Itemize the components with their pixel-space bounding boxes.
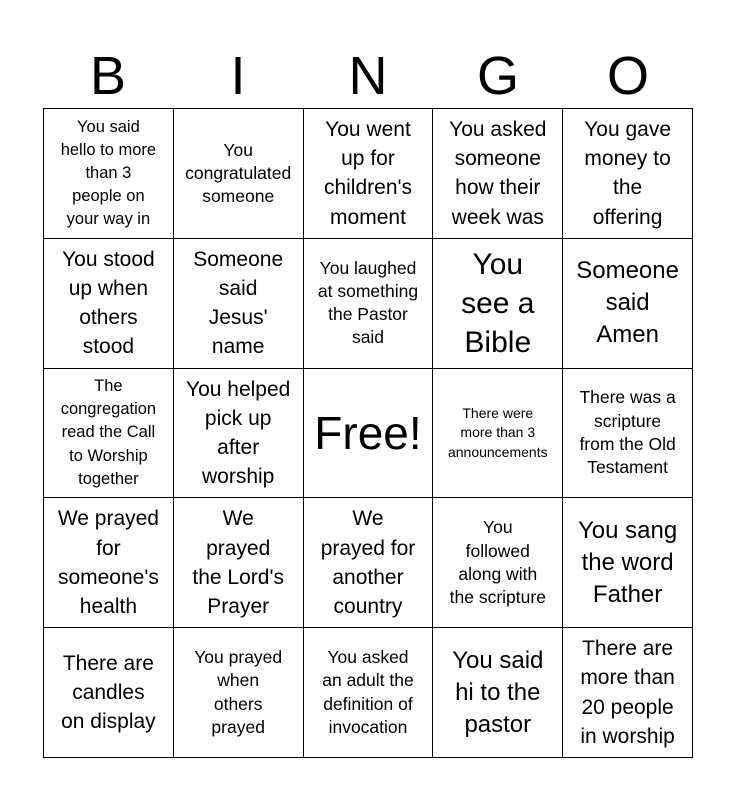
cell-text: You said hello to more than 3 people on your way in bbox=[60, 117, 157, 229]
cell-text: You prayed when others prayed bbox=[194, 647, 283, 737]
bingo-cell-r4c1[interactable] bbox=[44, 498, 174, 628]
bingo-cell-r5c4[interactable] bbox=[433, 628, 563, 758]
cell-text: The congregation read the Call to Worship together bbox=[60, 377, 157, 488]
bingo-cell-r4c3[interactable] bbox=[304, 498, 434, 628]
cell-text: You laughed at something the Pastor said bbox=[317, 257, 419, 348]
cell-text: You asked an adult the definition of invocation bbox=[322, 647, 414, 737]
bingo-cell-r2c2[interactable] bbox=[174, 239, 304, 369]
bingo-header bbox=[43, 46, 693, 106]
cell-text: We prayed the Lord's Prayer bbox=[192, 507, 284, 618]
bingo-cell-r2c5[interactable] bbox=[563, 239, 693, 369]
header-letter-o: O bbox=[606, 46, 649, 106]
cell-text: There are more than 20 people in worship bbox=[580, 637, 675, 748]
bingo-cell-r3c1[interactable] bbox=[44, 369, 174, 499]
bingo-cell-r1c3[interactable] bbox=[304, 109, 434, 239]
cell-text: You congratulated someone bbox=[185, 139, 292, 207]
bingo-cell-r5c5[interactable] bbox=[563, 628, 693, 758]
header-letter-b: B bbox=[89, 46, 127, 106]
cell-text: You sang the word Father bbox=[577, 516, 678, 608]
bingo-cell-r2c3[interactable] bbox=[304, 239, 434, 369]
bingo-cell-r4c4[interactable] bbox=[433, 498, 563, 628]
cell-text: You said hi to the pastor bbox=[452, 646, 544, 738]
bingo-cell-r1c5[interactable] bbox=[563, 109, 693, 239]
free-space-label: Free! bbox=[314, 406, 422, 459]
bingo-cell-r1c2[interactable] bbox=[174, 109, 304, 239]
bingo-cell-r3c2[interactable] bbox=[174, 369, 304, 499]
bingo-cell-r5c1[interactable] bbox=[44, 628, 174, 758]
cell-text: You asked someone how their week was bbox=[449, 118, 547, 229]
header-letter-g: G bbox=[476, 46, 519, 106]
bingo-cell-r4c5[interactable] bbox=[563, 498, 693, 628]
cell-text: You gave money to the offering bbox=[584, 118, 671, 229]
bingo-cell-r2c4[interactable] bbox=[433, 239, 563, 369]
cell-text: There were more than 3 announcements bbox=[447, 405, 548, 460]
cell-text: There was a scripture from the Old Testament bbox=[579, 387, 676, 478]
bingo-cell-r3c5[interactable] bbox=[563, 369, 693, 499]
cell-text: Someone said Amen bbox=[576, 257, 679, 349]
header-letter-i: I bbox=[230, 46, 246, 106]
bingo-cell-r2c1[interactable] bbox=[44, 239, 174, 369]
bingo-cell-r5c3[interactable] bbox=[304, 628, 434, 758]
bingo-card bbox=[43, 108, 693, 758]
bingo-cell-r1c4[interactable] bbox=[433, 109, 563, 239]
cell-text: We prayed for another country bbox=[320, 507, 416, 618]
bingo-cell-r4c2[interactable] bbox=[174, 498, 304, 628]
cell-text: You see a Bible bbox=[461, 247, 535, 359]
cell-text: Someone said Jesus' name bbox=[193, 247, 284, 359]
cell-text: You stood up when others stood bbox=[62, 247, 155, 359]
cell-text: You helped pick up after worship bbox=[186, 377, 291, 489]
bingo-free-space[interactable] bbox=[304, 369, 434, 499]
cell-text: We prayed for someone's health bbox=[57, 507, 159, 618]
header-letter-n: N bbox=[348, 46, 388, 106]
cell-text: There are candles on display bbox=[61, 651, 156, 734]
bingo-cell-r1c1[interactable] bbox=[44, 109, 174, 239]
cell-text: You went up for children's moment bbox=[323, 118, 413, 229]
bingo-cell-r3c4[interactable] bbox=[433, 369, 563, 499]
bingo-cell-r5c2[interactable] bbox=[174, 628, 304, 758]
cell-text: You followed along with the scripture bbox=[449, 517, 546, 608]
